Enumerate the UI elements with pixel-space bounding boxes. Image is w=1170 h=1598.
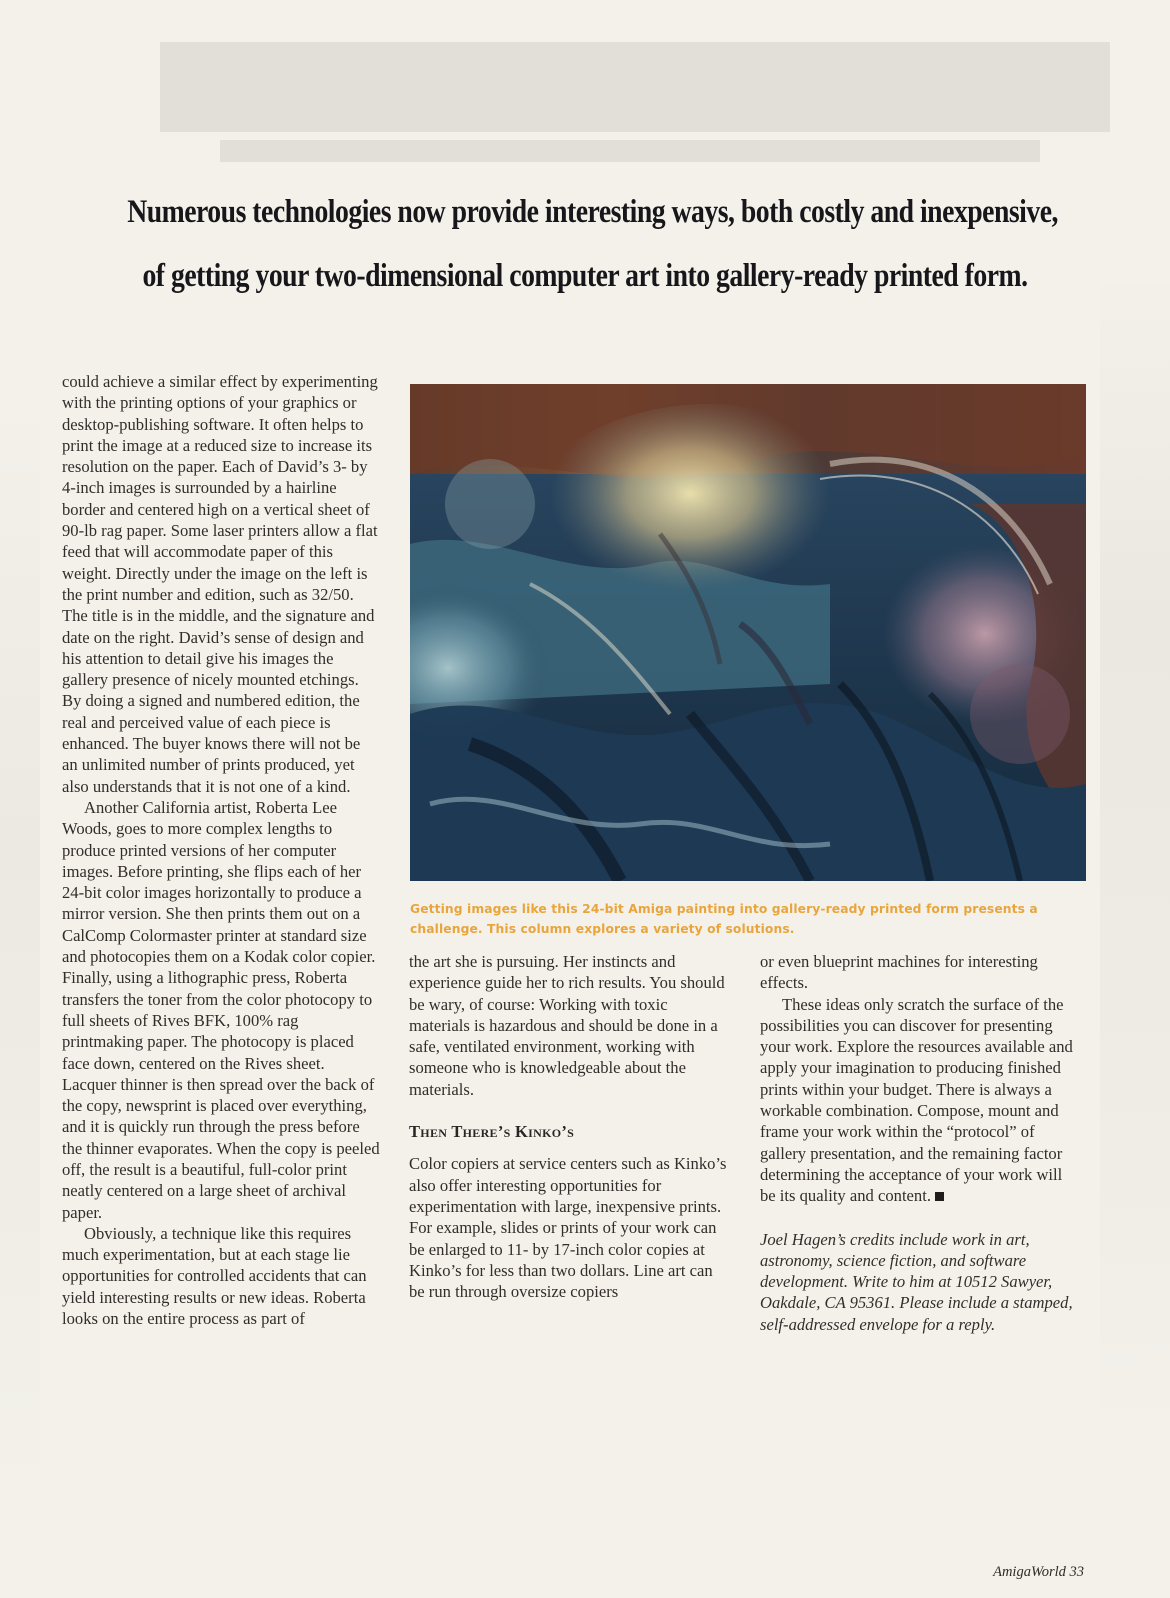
col3-paragraph-1: or even blueprint machines for interesting effects. [760, 952, 1038, 993]
show-through-right [1100, 260, 1170, 1460]
body-column-1 [62, 371, 380, 1329]
figure-caption: Getting images like this 24-bit Amiga painting into gallery-ready printed form presents a challenge. This column explores a variety of solutions. [410, 902, 1038, 936]
show-through-texture [40, 22, 1150, 172]
page-folio: AmigaWorld 33 [993, 1564, 1084, 1580]
end-of-article-mark [935, 1192, 944, 1201]
deck-line-2: of getting your two-dimensional computer art into gallery-ready printed form. [142, 258, 1028, 294]
painting-illustration [410, 384, 1086, 881]
col1-paragraph-2: Another California artist, Roberta Lee Woods, goes to more complex lengths to produce printed versions of her computer images. Before printing, she flips each of her 24-bit color images horizontally to produce a mirror version. She then prints them out on a CalComp Colormaster printer at standard size and photocopies them on a Kodak color copier. Finally, using a lithographic press, Roberta transfers the toner from the color photocopy to full sheets of Rives BFK, 100% rag printmaking paper. The photocopy is placed face down, centered on the Rives sheet. Lacquer thinner is then spread over the back of the copy, newsprint is placed over everything, and it is quickly run through the press before the thinner evaporates. When the copy is peeled off, the result is a beautiful, full-color print neatly centered on a large sheet of archival paper. [62, 797, 380, 1222]
col2-paragraph-1: the art she is pursuing. Her instincts and experience guide her to rich results. You should be wary, of course: Working with toxic materials is hazardous and should be done in a safe, ventilated environment, working with someone who is knowledgeable about the materials. [409, 952, 725, 1099]
amiga-painting [410, 384, 1086, 881]
col2-paragraph-2: Color copiers at service centers such as Kinko’s also offer interesting opportunities for experimentation with large, inexpensive prints. For example, slides or prints of your work can be enlarged to 11- by 17-inch color copies at Kinko’s for less than two dollars. Line art can be run through oversize copiers [409, 1154, 727, 1302]
author-bio: Joel Hagen’s credits include work in art, astronomy, science fiction, and software development. Write to him at 10512 Sawyer, Oakdale, CA 95361. Please include a stamped, self-addressed envelope for a reply. [760, 1229, 1073, 1334]
body-column-2 [409, 951, 727, 1302]
col1-paragraph-3: Obviously, a technique like this requires much experimentation, but at each stage lie opportunities for controlled accidents that can yield interesting results or new ideas. Roberta looks on the entire process as part of [62, 1223, 367, 1329]
col3-paragraph-2-text: These ideas only scratch the surface of the possibilities you can discover for presenting your work. Explore the resources available and apply your imagination to producing finished prints within your budget. There is always a workable combination. Compose, mount and frame your work within the “protocol” of gallery presentation, and the remaining factor determining the acceptance of your work will be its quality and content. [760, 994, 1073, 1206]
body-column-3 [760, 951, 1078, 1335]
col3-paragraph-2 [760, 994, 1078, 1207]
deck-line-1: Numerous technologies now provide interesting ways, both costly and inexpensive, [127, 194, 1058, 230]
section-subhead: Then There’s Kinko’s [409, 1122, 575, 1142]
show-through-left [0, 380, 40, 1530]
col1-paragraph-1: could achieve a similar effect by experimenting with the printing options of your graphics or desktop-publishing software. It often helps to print the image at a reduced size to increase its resolution on the paper. Each of David’s 3- by 4-inch images is surrounded by a hairline border and centered high on a vertical sheet of 90-lb rag paper. Some laser printers allow a flat feed that will accommodate paper of this weight. Directly under the image on the left is the print number and edition, such as 32/50. The title is in the middle, and the signature and date on the right. David’s sense of design and his attention to detail give his images the gallery presence of nicely mounted etchings. By doing a signed and numbered edition, the real and perceived value of each piece is enhanced. The buyer knows there will not be an unlimited number of prints produced, yet also understands that it is not one of a kind. [62, 372, 378, 796]
